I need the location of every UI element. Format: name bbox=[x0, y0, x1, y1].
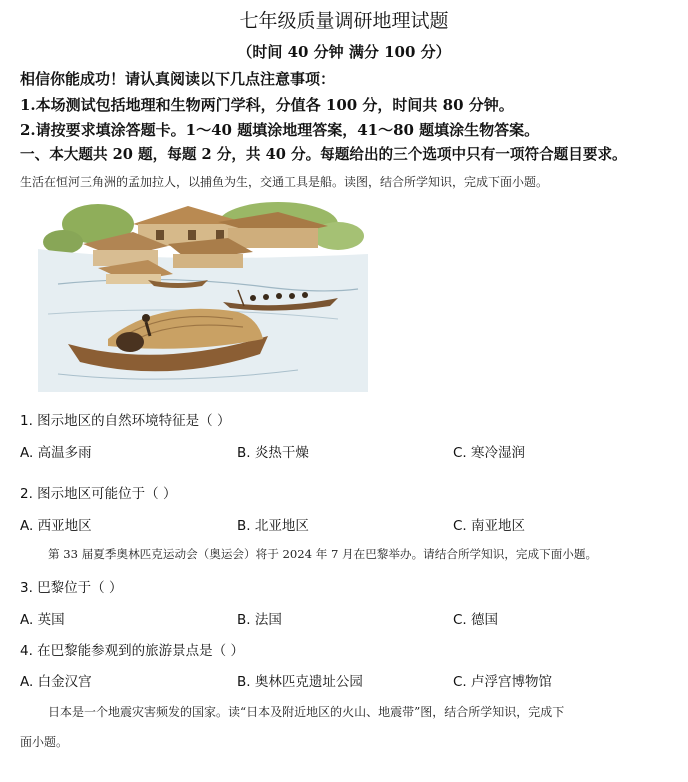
question-4-option-a[interactable]: A. 白金汉宫 bbox=[20, 674, 92, 690]
question-1-option-b[interactable]: B. 炎热干燥 bbox=[237, 445, 309, 461]
question-2-option-c[interactable]: C. 南亚地区 bbox=[453, 518, 526, 534]
question-1-option-c[interactable]: C. 寒冷湿润 bbox=[453, 445, 526, 461]
passage-japan-earthquakes: 日本是一个地震灾害频发的国家。读“日本及附近地区的火山、地震带”图，结合所学知识，完成下 bbox=[48, 705, 565, 719]
question-4-option-b[interactable]: B. 奥林匹克遗址公园 bbox=[237, 674, 363, 690]
notice-item-2: 2.请按要求填涂答题卡。1～40 题填涂地理答案，41～80 题填涂生物答案。 bbox=[20, 121, 540, 139]
question-3-option-c[interactable]: C. 德国 bbox=[453, 612, 499, 628]
delta-village-illustration bbox=[38, 194, 368, 392]
question-3-stem: 3. 巴黎位于（ ） bbox=[20, 580, 123, 596]
exam-subtitle: （时间 40 分钟 满分 100 分） bbox=[237, 43, 451, 61]
question-2-stem: 2. 图示地区可能位于（ ） bbox=[20, 486, 177, 502]
question-4-stem: 4. 在巴黎能参观到的旅游景点是（ ） bbox=[20, 643, 244, 659]
section-instruction: 一、本大题共 20 题，每题 2 分，共 40 分。每题给出的三个选项中只有一项符合题目要求。 bbox=[20, 146, 627, 163]
question-4-option-c[interactable]: C. 卢浮宫博物馆 bbox=[453, 674, 553, 690]
question-2-option-b[interactable]: B. 北亚地区 bbox=[237, 518, 309, 534]
passage-paris-olympics: 第 33 届夏季奥林匹克运动会（奥运会）将于 2024 年 7 月在巴黎举办。请结合所学知识，完成下面小题。 bbox=[48, 547, 598, 561]
question-2-option-a[interactable]: A. 西亚地区 bbox=[20, 518, 92, 534]
question-3-option-a[interactable]: A. 英国 bbox=[20, 612, 65, 628]
question-1-stem: 1. 图示地区的自然环境特征是（ ） bbox=[20, 413, 231, 429]
notice-heading: 相信你能成功！请认真阅读以下几点注意事项： bbox=[20, 70, 336, 88]
question-1-option-a[interactable]: A. 高温多雨 bbox=[20, 445, 92, 461]
exam-title: 七年级质量调研地理试题 bbox=[239, 10, 449, 32]
question-3-option-b[interactable]: B. 法国 bbox=[237, 612, 282, 628]
passage-japan-earthquakes-cont: 面小题。 bbox=[20, 735, 69, 749]
notice-item-1: 1.本场测试包括地理和生物两门学科，分值各 100 分，时间共 80 分钟。 bbox=[20, 96, 514, 114]
passage-ganges-delta: 生活在恒河三角洲的孟加拉人，以捕鱼为生，交通工具是船。读图，结合所学知识，完成下面小题。 bbox=[20, 175, 549, 189]
